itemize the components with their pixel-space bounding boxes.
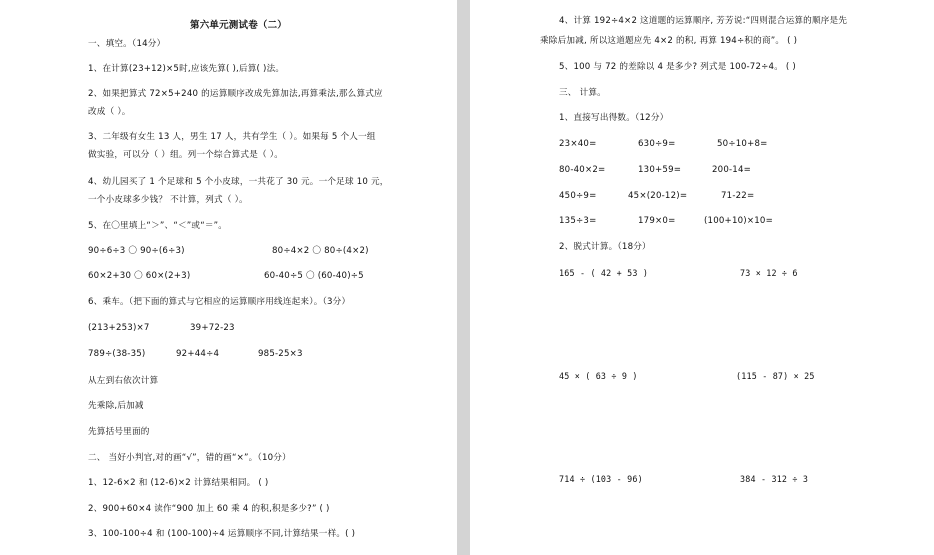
step-problem: 73 × 12 ÷ 6 (740, 268, 798, 278)
oral-heading: 1、直接写出得数。（12分） (559, 113, 669, 123)
match-expression: 789÷(38-35) (88, 349, 146, 359)
question-4-line1: 4、幼儿园买了 1 个足球和 5 个小皮球，一共花了 30 元。一个足球 10 元， (88, 177, 389, 187)
compare-item: 80÷4×2 〇 80÷(4×2) (272, 246, 369, 256)
oral-item: 130+59= (638, 165, 682, 175)
compare-item: 90÷6÷3 〇 90÷(6÷3) (88, 246, 185, 256)
oral-item: 23×40= (559, 139, 597, 149)
compare-item: 60×2+30 〇 60×(2+3) (88, 271, 191, 281)
document-page-right (470, 0, 934, 555)
section3-heading: 三、 计算。 (559, 88, 606, 98)
judge-item-4-line1: 4、计算 192÷4×2 这道题的运算顺序, 芳芳说:“四则混合运算的顺序是先 (559, 16, 848, 26)
question-2-line2: 改成（ ）。 (88, 107, 131, 117)
match-expression: 39+72-23 (190, 323, 235, 333)
step-problem: (115 - 87) × 25 (736, 371, 815, 381)
match-expression: 92+44÷4 (176, 349, 220, 359)
judge-item-4-line2: 乘除后加减, 所以这道题应先 4×2 的积, 再算 194÷积的商”。 ( ) (540, 36, 798, 46)
match-expression: 985-25×3 (258, 349, 303, 359)
step-heading: 2、脱式计算。（18分） (559, 242, 651, 252)
oral-item: (100+10)×10= (704, 216, 773, 226)
oral-item: 200-14= (712, 165, 752, 175)
match-order: 从左到右依次计算 (88, 376, 159, 386)
question-3-line2: 做实验，可以分（ ）组。列一个综合算式是（ ）。 (88, 150, 284, 160)
match-order: 先算括号里面的 (88, 427, 150, 437)
step-problem: 384 - 312 ÷ 3 (740, 474, 809, 484)
question-1: 1、在计算(23+12)×5时,应该先算( ),后算( )法。 (88, 64, 285, 74)
page-title: 第六单元测试卷（二） (190, 20, 288, 31)
question-5-heading: 5、在〇里填上“＞”、“＜”或“＝”。 (88, 221, 228, 231)
match-expression: (213+253)×7 (88, 323, 150, 333)
judge-item-1: 1、12-6×2 和 (12-6)×2 计算结果相同。 ( ) (88, 478, 269, 488)
match-order: 先乘除,后加减 (88, 401, 144, 411)
step-problem: 165 - ( 42 + 53 ) (559, 268, 649, 278)
judge-item-5: 5、100 与 72 的差除以 4 是多少? 列式是 100-72÷4。 ( ) (559, 62, 796, 72)
document-page-left (0, 0, 457, 555)
oral-item: 71-22= (721, 191, 755, 201)
section2-heading: 二、 当好小判官,对的画“√”，错的画“×”。（10分） (88, 453, 291, 463)
question-4-line2: 一个小皮球多少钱？ 不计算，列式（ ）。 (88, 195, 248, 205)
step-problem: 714 ÷ (103 - 96) (559, 474, 643, 484)
oral-item: 80-40×2= (559, 165, 606, 175)
oral-item: 450÷9= (559, 191, 597, 201)
judge-item-2: 2、900+60×4 读作“900 加上 60 乘 4 的积,积是多少?” ( ) (88, 504, 330, 514)
judge-item-3: 3、100-100÷4 和 (100-100)÷4 运算顺序不同,计算结果一样。( ) (88, 529, 356, 539)
oral-item: 45×(20-12)= (628, 191, 688, 201)
oral-item: 179×0= (638, 216, 676, 226)
question-2-line1: 2、如果把算式 72×5+240 的运算顺序改成先算加法,再算乘法,那么算式应 (88, 89, 383, 99)
question-6-heading: 6、乘车。（把下面的算式与它相应的运算顺序用线连起来）。（3分） (88, 297, 351, 307)
step-problem: 45 × ( 63 ÷ 9 ) (559, 371, 638, 381)
question-3-line1: 3、二年级有女生 13 人，男生 17 人，共有学生（ ）。如果每 5 个人一组 (88, 132, 376, 142)
oral-item: 135÷3= (559, 216, 597, 226)
section1-heading: 一、填空。（14分） (88, 39, 166, 49)
oral-item: 630÷9= (638, 139, 676, 149)
oral-item: 50÷10+8= (717, 139, 768, 149)
compare-item: 60-40÷5 〇 (60-40)÷5 (264, 271, 364, 281)
